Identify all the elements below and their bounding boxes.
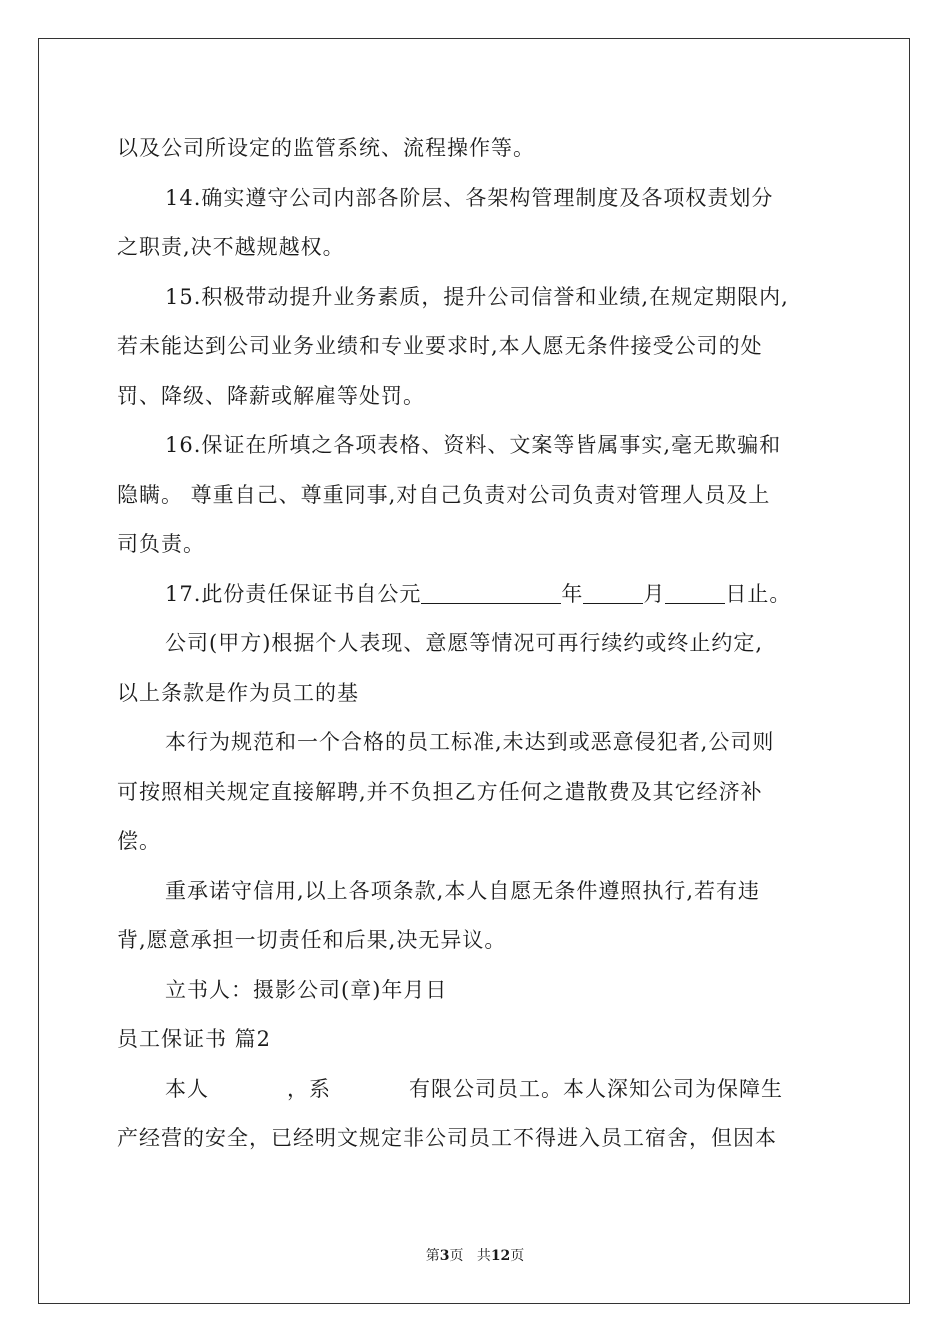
text-line: 罚、降级、降薪或解雇等处罚。 [117,383,425,408]
total-pages: 12 [490,1248,511,1264]
text-line: 之职责,决不越规越权。 [117,235,345,259]
month-blank [583,577,643,604]
text-line: 隐瞒。 尊重自己、尊重同事,对自己负责对公司负责对管理人员及上 [117,482,771,507]
text-line: 公司(甲方)根据个人表现、意愿等情况可再行续约或终止约定, [165,631,764,655]
clause-15: 15.积极带动提升业务素质，提升公司信誉和业绩,在规定期限内, [165,284,789,309]
month-label: 月 [643,581,666,606]
page-number: 3 [439,1248,450,1264]
text-line: 偿。 [117,829,161,853]
section2-part2: ，系 [287,1076,331,1101]
text-line: 若未能达到公司业务业绩和专业要求时,本人愿无条件接受公司的处 [117,334,763,358]
section2-line [117,1065,837,1115]
clause-17 [117,570,837,620]
total-label: 共 [476,1248,491,1264]
page-label: 第 [425,1248,440,1264]
year-label: 年 [561,581,584,606]
signature-line: 立书人：摄影公司(章)年月日 [165,977,448,1002]
text-line: 重承诺守信用,以上各项条款,本人自愿无条件遵照执行,若有违 [165,878,761,903]
text-line: 可按照相关规定直接解聘,并不负担乙方任何之遣散费及其它经济补 [117,779,763,804]
day-blank [665,577,725,604]
clause-16: 16.保证在所填之各项表格、资料、文案等皆属事实,毫无欺骗和 [165,433,782,457]
text-line: 以上条款是作为员工的基 [117,680,359,705]
text-line: 本行为规范和一个合格的员工标准,未达到或恶意侵犯者,公司则 [165,730,775,754]
year-blank [421,577,561,604]
section2-part3: 有限公司员工。本人深知公司为保障生 [409,1076,783,1101]
day-label: 日止。 [725,581,792,606]
text-line: 背,愿意承担一切责任和后果,决无异议。 [117,928,507,952]
clause-14: 14.确实遵守公司内部各阶层、各架构管理制度及各项权责划分 [165,185,774,210]
text-line: 产经营的安全，已经明文规定非公司员工不得进入员工宿舍，但因本 [117,1126,777,1150]
text-line: 以及公司所设定的监管系统、流程操作等。 [117,136,535,160]
page-footer [0,1246,950,1266]
section-heading: 员工保证书 篇2 [117,1027,272,1051]
clause-17-prefix: 17.此份责任保证书自公元 [165,581,422,606]
text-line: 司负责。 [117,532,205,556]
total-label: 页 [510,1248,525,1264]
section2-part1: 本人 [165,1076,209,1101]
page-label: 页 [449,1248,464,1264]
document-body [117,124,837,1164]
